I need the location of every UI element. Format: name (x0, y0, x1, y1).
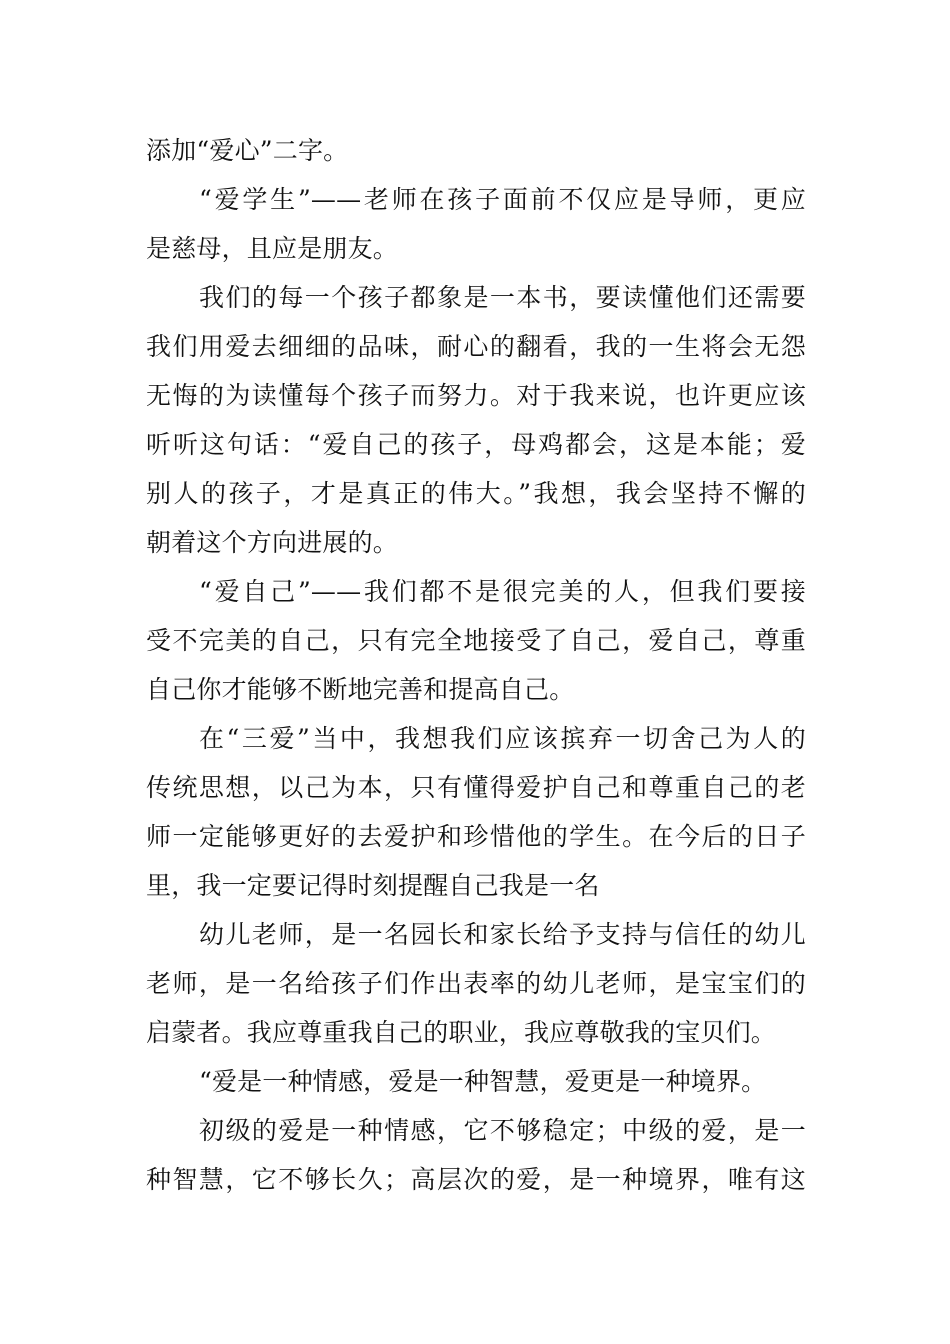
text-line: 无悔的为读懂每个孩子而努力。对于我来说，也许更应该 (146, 381, 806, 410)
text-line: “爱自己”——我们都不是很完美的人，但我们要接 (199, 577, 806, 606)
text-line: 朝着这个方向进展的。 (146, 528, 399, 557)
text-line: 种智慧，它不够长久；高层次的爱，是一种境界，唯有这 (146, 1165, 806, 1194)
text-line: 师一定能够更好的去爱护和珍惜他的学生。在今后的日子 (146, 822, 806, 851)
text-line: 传统思想，以己为本，只有懂得爱护自己和尊重自己的老 (146, 773, 806, 802)
text-line: 初级的爱是一种情感，它不够稳定；中级的爱，是一 (199, 1116, 806, 1145)
text-line: 里，我一定要记得时刻提醒自己我是一名 (146, 871, 600, 900)
text-line: 在“三爱”当中，我想我们应该摈弃一切舍己为人的 (199, 724, 806, 753)
text-line: 听听这句话：“爱自己的孩子，母鸡都会，这是本能；爱 (146, 430, 806, 459)
text-line: “爱是一种情感，爱是一种智慧，爱更是一种境界。 (199, 1067, 767, 1096)
text-line: 受不完美的自己，只有完全地接受了自己，爱自己，尊重 (146, 626, 806, 655)
text-line: 自己你才能够不断地完善和提高自己。 (146, 675, 575, 704)
text-line: 添加“爱心”二字。 (146, 136, 349, 165)
text-line: 老师，是一名给孩子们作出表率的幼儿老师，是宝宝们的 (146, 969, 806, 998)
text-line: 启蒙者。我应尊重我自己的职业，我应尊敬我的宝贝们。 (146, 1018, 777, 1047)
text-line: “爱学生”——老师在孩子面前不仅应是导师，更应 (199, 185, 806, 214)
text-line: 是慈母，且应是朋友。 (146, 234, 399, 263)
text-line: 幼儿老师，是一名园长和家长给予支持与信任的幼儿 (199, 920, 806, 949)
text-line: 我们用爱去细细的品味，耐心的翻看，我的一生将会无怨 (146, 332, 806, 361)
text-line: 我们的每一个孩子都象是一本书，要读懂他们还需要 (199, 283, 806, 312)
text-line: 别人的孩子，才是真正的伟大。”我想，我会坚持不懈的 (146, 479, 806, 508)
